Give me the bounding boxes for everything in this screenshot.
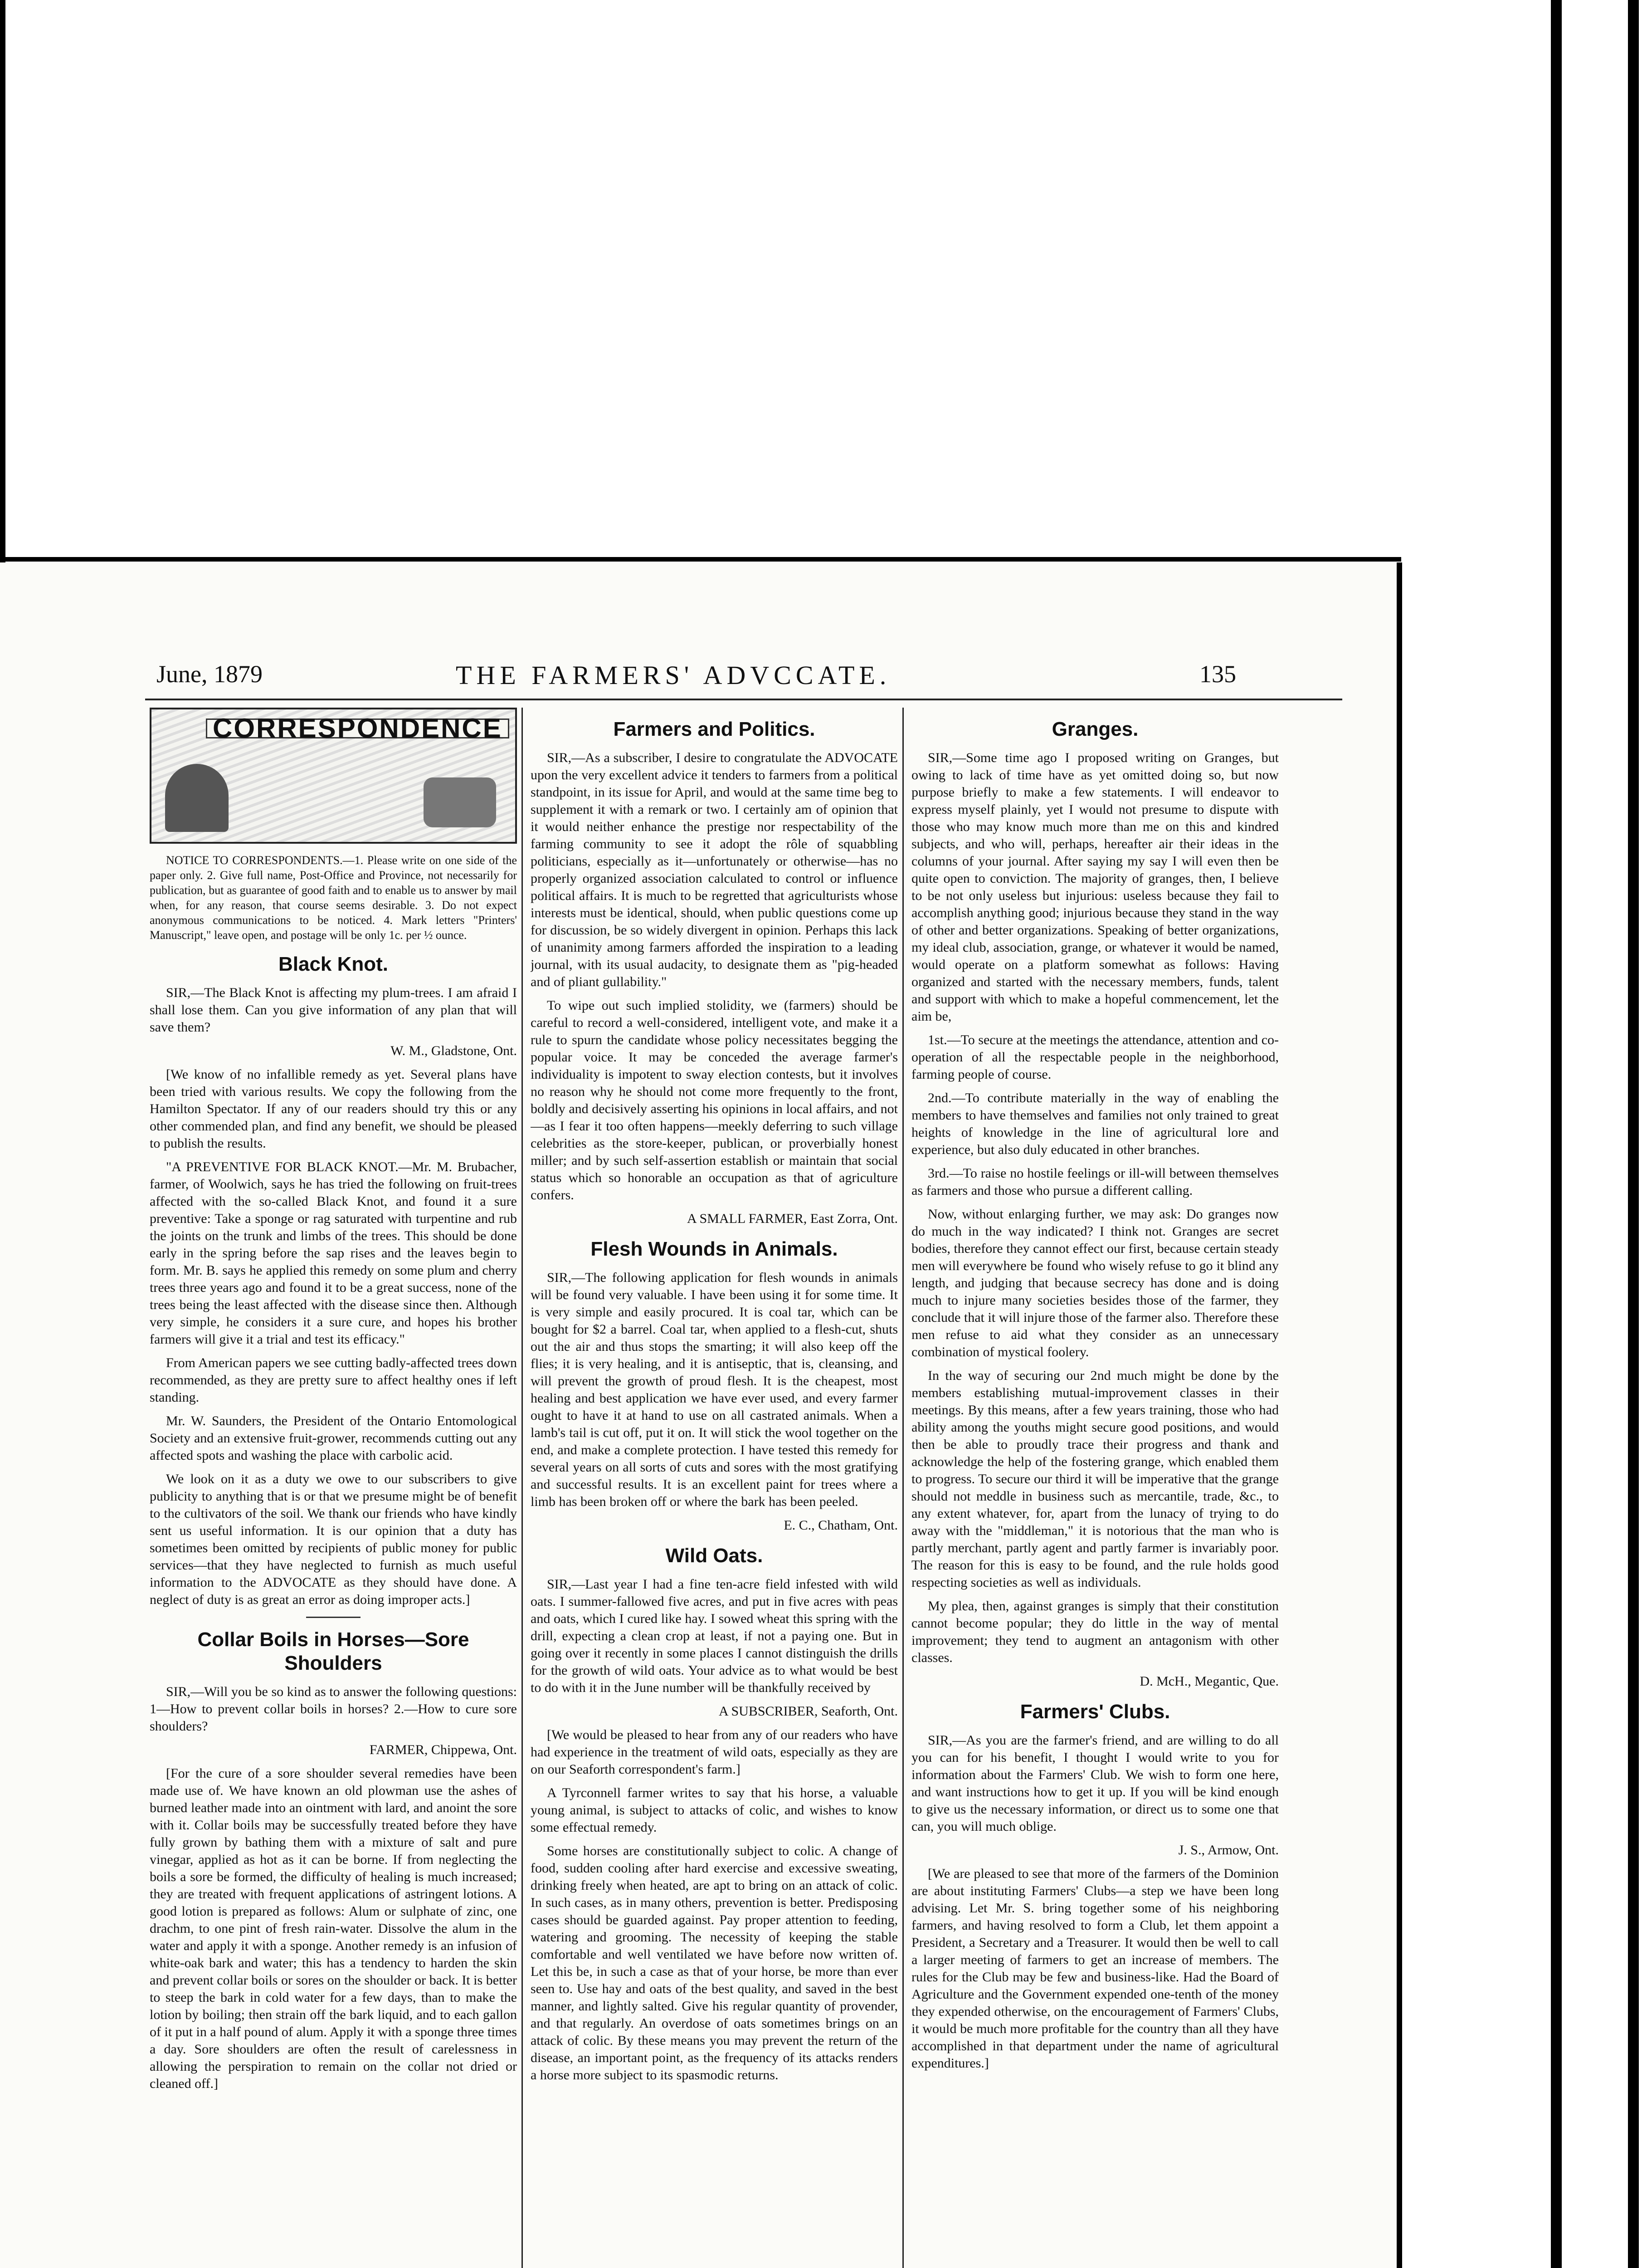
collar-boils-letter: SIR,—Will you be so kind as to answer the following questions: 1—How to prevent collar boils in horses? 2.—How to cure sore shoulders? (150, 1684, 517, 1734)
column-1 (150, 708, 517, 2268)
correspondence-banner-title: CORRESPONDENCE (206, 719, 509, 738)
heading-collar-boils: Collar Boils in Horses—Sore Shoulders (197, 1628, 469, 1674)
heading-farmers-politics: Farmers and Politics. (613, 718, 815, 740)
correspondents-notice: NOTICE TO CORRESPONDENTS.—1. Please write on one side of the paper only. 2. Give full name, Post-Office and Province, not necessarily for publication, but as guarantee of good faith and to enable us to answer by mail when, for any reason, that course seems desirable. 3. Do not expect anonymous communications to be noticed. 4. Mark letters "Printers' Manuscript," leave open, and postage will be only 1c. per ½ ounce. (150, 854, 517, 942)
wild-oats-signature: A SUBSCRIBER, Seaforth, Ont. (718, 1704, 898, 1719)
column-2 (531, 708, 898, 2268)
page-header (156, 660, 1335, 692)
granges-p7: My plea, then, against granges is simply that their constitution cannot become popular; they do little in the way of mental improvement; they tend to augment an antagonism with other classes. (911, 1598, 1279, 1665)
farmers-politics-p1: SIR,—As a subscriber, I desire to congratulate the ADVOCATE upon the very excellent advice it tenders to farmers from a political standpoint, in its issue for April, and would at the same time beg to supplement it with a remark or two. I certainly am of opinion that it would neither enhance the prestige nor respectability of the farming community to see it adopt the rôle of squabbling politicians, especially as it—unfortunately or otherwise—has no properly organized association calculated to control or influence political affairs. It is much to be regretted that agriculturists whose interests must be identical, should, when public questions come up for discussion, be so widely divergent in opinion. Perhaps this lack of unanimity among farmers afforded the inspiration to a leading journal, with its usual audacity, to designate them as "pig-headed and of pliant gullability." (531, 750, 898, 989)
desk-illustration (424, 777, 496, 827)
heading-wild-oats: Wild Oats. (665, 1545, 763, 1567)
granges-p5: Now, without enlarging further, we may ask: Do granges now do much in the way indicated? I think not. Granges are secret bodies, therefore they cannot effect our first, because certain steady men will everywhere be found who wisely refuse to go it blind any length, and judging that because secrecy has done and is doing much to injure many societies besides those of the farmer, they conclude that it will injure those of the farmer also. Therefore these men refuse to aid what they consider as an unnecessary combination of mystical foolery. (911, 1207, 1279, 1359)
heading-farmers-clubs: Farmers' Clubs. (1020, 1701, 1170, 1723)
masthead-title: THE FARMERS' ADVCCATE. (456, 660, 891, 690)
farmers-politics-signature: A SMALL FARMER, East Zorra, Ont. (687, 1211, 898, 1226)
correspondence-banner (150, 708, 517, 844)
black-knot-reply-1: [We know of no infallible remedy as yet. Several plans have been tried with various results. We copy the following from the Hamilton Spectator. If any of our readers should try this or any other commended plan, and find any benefit, we should be pleased to publish the results. (150, 1067, 517, 1151)
granges-p3: 2nd.—To contribute materially in the way of enabling the members to have themselves and families not only trained to great heights of knowledge in the line of agricultural lore and experience, but also duly educated in other branches. (911, 1090, 1279, 1157)
granges-p6: In the way of securing our 2nd much might be done by the members establishing mutual-improvement classes in their meetings. By this means, after a few years training, those who had ability among the youths might secure good positions, and would then be able to proudly trace their progress and thank and acknowledge the help of the fostering grange, which enabled them to progress. To secure our third it will be imperative that the grange should not meddle in business such as mercantile, trade, &c., to any extent whatever, for, apart from the lunacy of trying to do away with the "middleman," it is notorious that the man who is partly merchant, partly agent and partly farmer is invariably poor. The reason for this is easy to be found, and the rule holds good respecting societies as well as individuals. (911, 1368, 1279, 1590)
writer-figure-illustration (165, 764, 229, 832)
colic-answer: Some horses are constitutionally subject to colic. A change of food, sudden cooling after hard exercise and excessive sweating, drinking freely when heated, are apt to bring on an attack of colic. In such cases, as in many others, prevention is better. Predisposing cases should be guarded against. Pay proper attention to feeding, watering and grooming. The necessity of keeping the stable comfortable and well ventilated we have before now written of. Let this be, in such a case as that of your horse, be more than ever seen to. Use hay and oats of the best quality, and saved in the best manner, and lightly salted. Give his regular quantity of provender, and that regularly. An overdose of oats sometimes brings on an attack of colic. By these means you may prevent the return of the disease, an important point, as the frequency of its attacks renders a horse more subject to its spasmodic returns. (531, 1843, 898, 2082)
scan-bar-right-page-edge (1397, 562, 1402, 2268)
column-rule-1 (521, 708, 523, 2268)
flesh-wounds-signature: E. C., Chatham, Ont. (784, 1518, 898, 1533)
collar-boils-signature: FARMER, Chippewa, Ont. (369, 1742, 517, 1757)
farmers-politics-p2: To wipe out such implied stolidity, we (farmers) should be careful to record a well-considered, intelligent vote, and make it a rule to spurn the candidate whose policy necessitates begging the popular voice. It may be conceded the average farmer's individuality is impotent to sway election contests, but it involves no reason why he should not come more frequently to the front, boldly and decisively asserting his opinions in local affairs, and not—as I fear it too often happens—meekly deferring to such village celebrities as the store-keeper, publican, or proverbially honest miller; and by such self-assertion establish or maintain that social status which so honorable an occupation as that of agriculture confers. (531, 998, 898, 1202)
farmers-clubs-signature: J. S., Armow, Ont. (1178, 1843, 1279, 1857)
heading-flesh-wounds: Flesh Wounds in Animals. (590, 1238, 838, 1260)
issue-date: June, 1879 (156, 660, 263, 688)
granges-signature: D. McH., Megantic, Que. (1140, 1674, 1279, 1689)
granges-p2: 1st.—To secure at the meetings the attendance, attention and co-operation of all the respectable people in the neighborhood, farming people of course. (911, 1032, 1279, 1082)
black-knot-signature: W. M., Gladstone, Ont. (390, 1043, 517, 1058)
column-rule-2 (902, 708, 904, 2268)
header-rule (145, 699, 1342, 700)
scan-bar-outer-right (1551, 0, 1562, 2268)
black-knot-reply-4: Mr. W. Saunders, the President of the Ontario Entomological Society and an extensive fruit-grower, recommends cutting out any affected spots and washing the place with carbolic acid. (150, 1413, 517, 1463)
farmers-clubs-p2: [We are pleased to see that more of the farmers of the Dominion are about instituting Farmers' Clubs—a step we have been long advising. Let Mr. S. bring together some of his neighboring farmers, and having resolved to form a Club, let them appoint a President, a Secretary and a Treasurer. It would then be well to call a larger meeting of farmers to get an increase of members. The rules for the Club may be few and business-like. Had the Board of Agriculture and the Government expended one-tenth of the money they expended otherwise, on the encouragement of Farmers' Clubs, it would be much more profitable for the country than all they have accomplished in that department under the name of agricultural expenditures.] (911, 1866, 1279, 2071)
scan-bar-frame-left (1628, 0, 1639, 2268)
section-separator (306, 1617, 361, 1618)
page-number: 135 (1199, 660, 1236, 688)
farmers-clubs-p1: SIR,—As you are the farmer's friend, and are willing to do all you can for his benefit, I thought I would write to you for information about the Farmers' Club. We wish to form one here, and want instructions how to get it up. If you will be kind enough to give us the necessary information, or direct us to some one that can, you will much oblige. (911, 1733, 1279, 1834)
granges-p4: 3rd.—To raise no hostile feelings or ill-will between themselves as farmers and those who pursue a different calling. (911, 1166, 1279, 1198)
scan-bar-top (0, 557, 1401, 562)
black-knot-reply-3: From American papers we see cutting badly-affected trees down recommended, as they are pretty sure to affect healthy ones if left standing. (150, 1355, 517, 1405)
granges-p1: SIR,—Some time ago I proposed writing on Granges, but owing to lack of time have as yet omitted doing so, but now purpose briefly to make a few statements. I will endeavor to express myself plainly, yet I would not presume to dispute with those who may know much more than me on this and kindred subjects, and who will, perhaps, hereafter air their ideas in the columns of your journal. After saying my say I will even then be quite open to conviction. The majority of granges, then, I believe to be not only useless but injurious: useless because they fail to accomplish anything good; injurious because they stand in the way of other and better organizations. Speaking of better organizations, my ideal club, association, grange, or whatever it would be named, would operate on a platform somewhat as follows: Having organized and started with the necessary members, funds, talent and support with which to make a hopeful commencement, let the aim be, (911, 750, 1279, 1024)
colic-question: A Tyrconnell farmer writes to say that his horse, a valuable young animal, is subject to attacks of colic, and wishes to know some effectual remedy. (531, 1785, 898, 1835)
scan-bar-left-top (0, 0, 5, 553)
heading-granges: Granges. (1052, 718, 1139, 740)
heading-black-knot: Black Knot. (278, 953, 389, 975)
flesh-wounds-p1: SIR,—The following application for flesh wounds in animals will be found very valuable. I have been using it for some time. It is very simple and easily procured. It is coal tar, which can be bought for $2 a barrel. Coal tar, when applied to a flesh-cut, shuts out the air and thus stops the smarting; it will also keep off the flies; it is very healing, and it is antiseptic, that is, cleansing, and will prevent the growth of proud flesh. It is the cheapest, most healing and best application we have ever used, and every farmer ought to have it at hand to use on all castrated animals. When a lamb's tail is cut off, put it on. It will stick the wool together on the end, and make a complete protection. I have tested this remedy for several years on all sorts of cuts and sores with the most gratifying and successful results. It is an excellent paint for trees where a limb has been broken off or where the bark has been peeled. (531, 1270, 898, 1509)
column-3 (911, 708, 1279, 2268)
black-knot-letter: SIR,—The Black Knot is affecting my plum-trees. I am afraid I shall lose them. Can you give information of any plan that will save them? (150, 985, 517, 1035)
black-knot-reply-5: We look on it as a duty we owe to our subscribers to give publicity to anything that is or that we presume might be of benefit to the cultivators of the soil. We thank our friends who have kindly sent us useful information. It is our opinion that a duty has sometimes been omitted by recipients of public money for public services—that they have neglected to furnish as much useful information to the ADVOCATE as they should have done. A neglect of duty is as great an error as doing improper acts.] (150, 1471, 517, 1607)
wild-oats-p1: SIR,—Last year I had a fine ten-acre field infested with wild oats. I summer-fallowed five acres, and put in five acres with peas and oats, which I cured like hay. I sowed wheat this spring with the drill, expecting a clean crop at least, if not a paying one. But in going over it recently in some places I cannot distinguish the drills for the growth of wild oats. Your advice as to what would be best to do with it in the June number will be thankfully received by (531, 1577, 898, 1695)
wild-oats-p2: [We would be pleased to hear from any of our readers who have had experience in the treatment of wild oats, especially as they are on our Seaforth correspondent's farm.] (531, 1727, 898, 1777)
black-knot-reply-2: "A PREVENTIVE FOR BLACK KNOT.—Mr. M. Brubacher, farmer, of Woolwich, says he has tried the following on fruit-trees affected with the so-called Black Knot, and found it a sure preventive: Take a sponge or rag saturated with turpentine and rub the joints on the trunk and limbs of the trees. This should be done early in the spring before the sap rises and the leaves begin to form. Mr. B. says he applied this remedy on some plum and cherry trees three years ago and found it to be a great success, none of the trees being the least affected with the disease since then. Although very simple, he considers it a sure cure, and hopes his brother farmers will give it a trial and test its efficacy." (150, 1159, 517, 1347)
collar-boils-reply: [For the cure of a sore shoulder several remedies have been made use of. We have known an old plowman use the ashes of burned leather made into an ointment with lard, and anoint the sore with it. Collar boils may be successfully treated before they have fully grown by bathing them with a mixture of salt and pure vinegar, applied as hot as it can be borne. If from neglecting the boils a sore be formed, the difficulty of healing is much increased; they are treated with frequent applications of astringent lotions. A good lotion is prepared as follows: Alum or sulphate of zinc, one drachm, to one pint of fresh rain-water. Dissolve the alum in the water and apply it with a sponge. Another remedy is an infusion of white-oak bark and water; this has a tendency to harden the skin and prevent collar boils or sores on the shoulder or back. It is better to steep the bark in cold water for a few days, than to make the lotion by boiling; then strain off the bark liquid, and to each gallon of it put in a half pound of alum. Apply it with a sponge three times a day. Sore shoulders are often the result of carelessness in allowing the perspiration to remain on the collar not dried or cleaned off.] (150, 1766, 517, 2091)
